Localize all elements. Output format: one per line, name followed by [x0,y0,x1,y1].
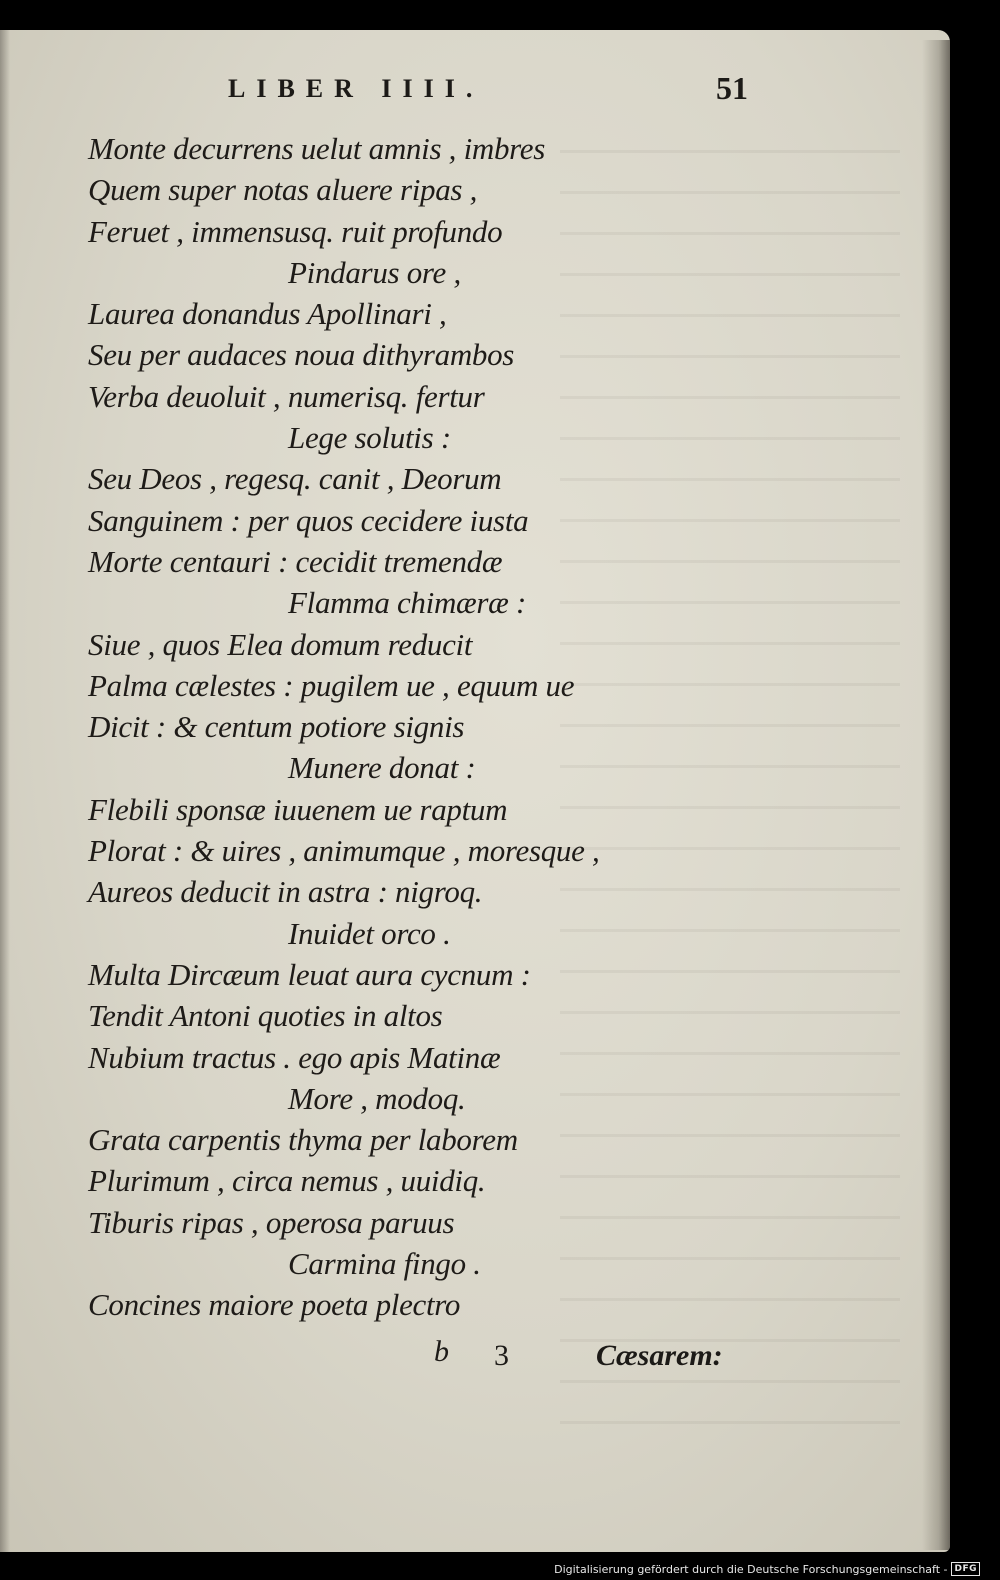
signature-mark-letter: b [434,1335,449,1368]
verse-text [88,128,808,1326]
verse-line: Seu per audaces noua dithyrambos [88,337,515,373]
verse-line: Inuidet orco . [288,915,451,951]
verse-line: Verba deuoluit , numerisq. fertur [88,378,485,414]
page-footer [430,1335,750,1379]
page-number: 51 [716,70,748,106]
page-gutter-shadow [0,30,10,1552]
verse-line: Munere donat : [288,750,476,786]
verse-line: Flamma chimæræ : [288,585,527,621]
page-header [228,70,748,114]
verse-line: Grata carpentis thyma per laborem [88,1122,518,1158]
verse-line: Seu Deos , regesq. canit , Deorum [88,461,502,497]
running-head: LIBER IIII. [228,74,484,103]
digitization-credit [554,1562,980,1576]
credit-text: Digitalisierung gefördert durch die Deutsche Forschungsgemeinschaft - [554,1562,948,1576]
verse-line: More , modoq. [288,1080,466,1116]
verse-line: Concines maiore poeta plectro [88,1287,461,1323]
verse-line: Feruet , immensusq. ruit profundo [88,213,503,249]
verse-line: Laurea donandus Apollinari , [88,296,447,332]
verse-line: Tiburis ripas , operosa paruus [88,1204,455,1240]
verse-line: Quem super notas aluere ripas , [88,172,478,208]
verse-line: Nubium tractus . ego apis Matinæ [88,1039,501,1075]
catchword: Cæsarem: [596,1339,723,1372]
verse-line: Multa Dircæum leuat aura cycnum : [88,956,531,992]
verse-line: Plurimum , circa nemus , uuidiq. [88,1163,486,1199]
verse-line: Morte centauri : cecidit tremendæ [88,543,503,579]
verse-line: Carmina fingo . [288,1246,481,1282]
verse-line: Flebili sponsæ iuuenem ue raptum [88,791,508,827]
verse-line: Lege solutis : [288,420,451,456]
verse-line: Aureos deducit in astra : nigroq. [88,874,483,910]
signature-mark-number: 3 [494,1339,509,1372]
book-page [0,30,950,1552]
verse-line: Sanguinem : per quos cecidere iusta [88,502,529,538]
verse-line: Pindarus ore , [288,254,461,290]
verse-line: Tendit Antoni quoties in altos [88,998,443,1034]
verse-line: Monte decurrens uelut amnis , imbres [88,131,546,166]
verse-line: Siue , quos Elea domum reducit [88,626,473,662]
dfg-logo: DFG [951,1562,980,1576]
verse-line: Palma cælestes : pugilem ue , equum ue [88,667,575,703]
verse-line: Plorat : & uires , animumque , moresque , [88,833,600,869]
verse-line: Dicit : & centum potiore signis [88,709,465,745]
page-edge-shadow [922,40,950,1550]
